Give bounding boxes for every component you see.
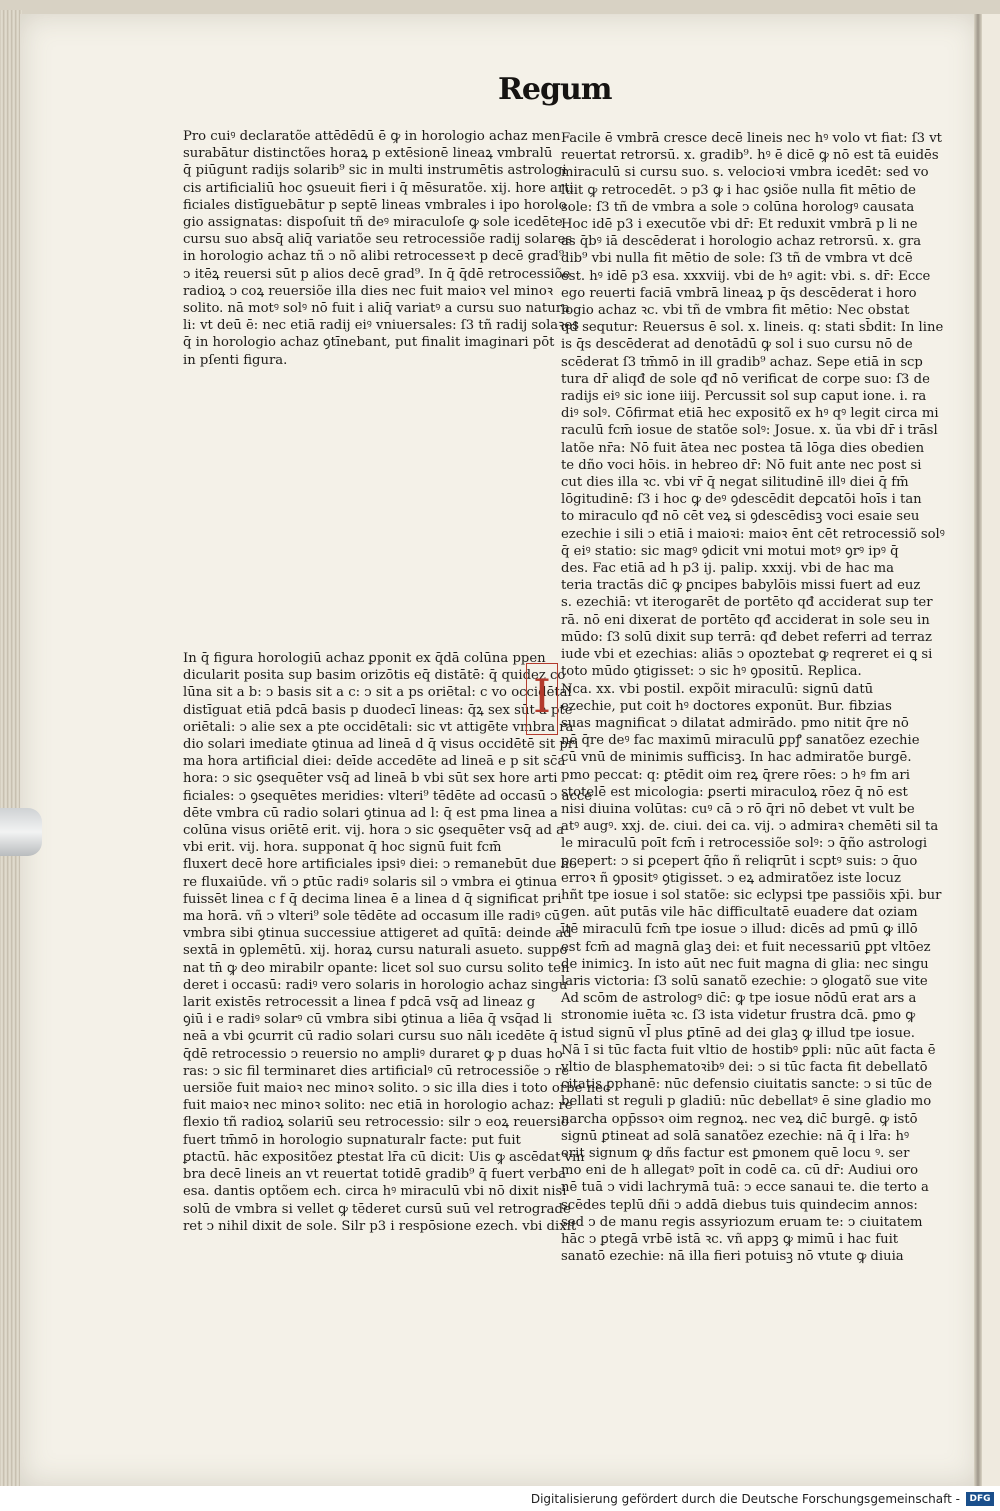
- text-line: logio achaz ꝛc. vbi tñ de vmbra fit mētio: Nec obstat: [561, 303, 910, 319]
- text-line: istud signū vl̄ plus ꝑtīnē ad dei glaꝫ ꝙ illud tpe iosue.: [561, 1025, 915, 1041]
- text-line: fuert tm̄mō in horologio supnaturalr facte: put fuit: [183, 1132, 521, 1148]
- left-page-edges: [0, 10, 22, 1490]
- text-line: sole: ſ3 tñ de vmbra a sole ↄ colūna horologꝰ causata: [561, 199, 915, 215]
- text-line: radijs eiꝰ sic ione iiij. Percussit sol sup caput ione. i. ra: [561, 389, 927, 405]
- text-line: nat tn̄ ꝙ deo mirabilr opante: licet sol suo cursu solito ten: [183, 960, 570, 976]
- text-line: te dño voci hōis. in hebreo dr̄: Nō fuit ante nec post si: [561, 457, 922, 473]
- text-line: pmo peccat: q: ꝑtēdit oim reꝝ q̄rere rōes: ↄ hꝰ fm ari: [561, 767, 910, 783]
- text-line: ma horā. vñ ↄ vlteri⁹ sole tēdēte ad occasum ille radiꝰ cū: [183, 909, 561, 925]
- text-line: gen. aūt putās vile hāc difficultatē euadere dat oziam: [561, 905, 918, 921]
- text-line: flexio tñ radioꝝ solariū seu retrocessio: silr ↄ eoꝝ reuersio: [183, 1115, 569, 1131]
- right-column-text: [561, 130, 945, 1265]
- text-line: scēdes teplū dñi ↄ addā diebus tuis quindecim annos:: [561, 1197, 918, 1213]
- text-line: lōgitudinē: ſ3 i hoc ꝙ deꝰ ꝯdescēdit deꝑcatōi hoīs i tan: [561, 492, 922, 508]
- text-line: gio assignatas: dispoſuit tñ deꝰ miraculoſe ꝙ sole icedēte: [183, 215, 563, 231]
- text-line: colūna visus oriētē erit. vij. hora ↄ sic ꝯsequēter vsq̄ ad a: [183, 823, 564, 839]
- text-line: ↄ itēꝝ reuersi sūt p alios decē grad⁹. In q̄ q̄dē retrocessiõe: [183, 266, 571, 282]
- text-line: scēderat ſ3 tm̄mō in ill gradib⁹ achaz. Sepe etiā in scp: [561, 354, 923, 370]
- text-line: s. ezechiā: vt iterogarēt de portēto qđ acciderat sup ter: [561, 595, 933, 611]
- text-line: q̄ eiꝰ statio: sic magꝰ ꝯdicit vni motui motꝰ ꝯrꝰ ipꝰ q̄: [561, 543, 899, 559]
- text-line: est. hꝰ idē p3 esa. xxxviij. vbi de hꝰ agit: vbi. s. dr̄: Ecce: [561, 268, 931, 284]
- text-line: signū ꝑtineat ad solā sanatõez ezechie: nā q̄ i lr̄a: hꝰ: [561, 1128, 910, 1144]
- text-line: q̄dē retrocessio ↄ reuersio no ampliꝰ duraret ꝙ p duas ho: [183, 1046, 563, 1062]
- text-line: nē tuā ↄ vidi lachrymā tuā: ↄ ecce sanaui te. die terto a: [561, 1180, 929, 1196]
- metal-clip: [0, 808, 42, 856]
- text-line: le miraculū poīt fcm̄ i retrocessiõe solꝰ: ↄ q̄ño astrologi: [561, 836, 928, 852]
- text-line: citatis ꝑphanē: nūc defensio ciuitatis sancte: ↄ si tūc de: [561, 1077, 933, 1093]
- text-line: tura dr̄ aliqđ de sole qđ nō verificat de corpe suo: ſ3 de: [561, 371, 930, 387]
- text-line: Nca. xx. vbi postil. expõit miraculū: signū datū: [561, 681, 874, 697]
- text-line: ma hora artificial diei: deīde accedēte ad lineā e p sit sc̄a: [183, 754, 566, 770]
- text-line: toto mūdo ꝯtigisset: ↄ sic hꝰ ꝯpositū. Replica.: [561, 664, 862, 680]
- text-line: distīguat etiā pdcā basis p duodecī lineas: q̄ꝝ sex sūt a pte: [183, 702, 573, 718]
- text-line: sanatō ezechie: nā illa fieri potuisꝫ nō vtute ꝙ diuia: [561, 1249, 904, 1265]
- text-line: ītē miraculū fcm̄ tpe iosue ↄ illud: dicēs ad pmū ꝙ illō: [561, 922, 918, 938]
- text-line: raculū fcm̄ iosue de statõe solꝰ: Josue. x. ŭa vbi dr̄ i trāsl: [561, 423, 938, 439]
- text-line: luit ꝙ retrocedēt. ↄ p3 ꝙ i hac ꝯsiõe nulla fit mētio de: [561, 182, 916, 198]
- text-line: fluxert decē hore artificiales ipsiꝰ diei: ↄ remanebūt due ho: [183, 857, 577, 873]
- text-line: ꝑtactū. hāc expositõez ꝑtestat lr̄a cū dicit: Uis ꝙ ascēdat vm: [183, 1149, 585, 1165]
- text-line: stronomie iuēta ꝛc. ſ3 ista videtur frustra dcā. ꝑmo ꝙ: [561, 1008, 916, 1024]
- text-line: dib⁹ vbi nulla fit mētio de sole: ſ3 tñ de vmbra vt dcē: [561, 251, 913, 267]
- text-line: surabātur distinctões horaꝝ p extēsionē lineaꝝ vmbralū: [183, 146, 553, 162]
- text-line: to miraculo qđ nō cēt veꝝ si ꝯdescēdisꝫ voci esaie seu: [561, 509, 920, 525]
- text-line: ficiales: ↄ ꝯsequētes meridies: vlteri⁹ tēdēte ad occasū ↄ acce: [183, 788, 593, 804]
- text-line: is q̄s descēderat ad denotādū ꝙ sol i suo cursu nō de: [561, 337, 913, 353]
- text-line: solito. nā motꝰ solꝰ nō fuit i aliq̄ variatꝰ a cursu suo natura: [183, 301, 570, 317]
- text-line: ras: ↄ sic fil terminaret dies artificialꝰ cū retrocessiõe ↄ re: [183, 1063, 570, 1079]
- text-line: q̄ piūgunt radijs solarib⁹ sic in multi instrumētis astrologi: [183, 163, 567, 179]
- text-line: dio solari imediate ꝯtinua ad lineā d q̄ visus occidētē sit pri: [183, 737, 579, 753]
- book-gutter: [974, 14, 982, 1486]
- text-line: stotelē est micologia: ꝑserti miraculoꝝ rōez q̄ nō est: [561, 784, 908, 800]
- footer-bar: [0, 1486, 1000, 1511]
- text-line: miraculū si cursu suo. s. velocioꝛi vmbra icedēt: sed vo: [561, 165, 929, 181]
- text-line: nē q̄re deꝰ fac maximū miraculū ꝑpꝭ sanatõez ezechie: [561, 733, 920, 749]
- text-line: larit existēs retrocessit a linea f pdcā vsq̄ ad lineaz g: [183, 995, 536, 1011]
- text-line: erroꝛ ñ ꝯpositꝰ ꝯtigisset. ↄ eꝝ admiratõez iste locuz: [561, 870, 901, 886]
- text-line: dicularit posita sup basim orizōtis eq̄ distātē: q̄ quidez co: [183, 668, 566, 684]
- text-line: Facile ē vmbrā cresce decē lineis nec hꝰ volo vt fiat: ſ3 vt: [561, 131, 942, 146]
- left-column-top-text: [183, 128, 579, 369]
- text-line: q̄ in horologio achaz ꝯtīnebant, put finalit imaginari pōt: [183, 335, 555, 351]
- text-line: nisi diuina volūtas: cuꝰ cā ↄ rō q̄ri nō debet vt vult be: [561, 801, 915, 817]
- text-line: in pſenti figura.: [183, 352, 288, 368]
- text-line: lūna sit a b: ↄ basis sit a c: ↄ sit a ps oriētal: c vo occidētal: [183, 685, 572, 701]
- rubricated-initial: I: [526, 663, 558, 735]
- text-line: ficiales distīguebātur p septē lineas vmbrales i ipo horolo: [183, 197, 567, 213]
- text-line: as q̄bꝰ iā descēderat i horologio achaz retrorsū. x. gra: [561, 234, 922, 250]
- text-line: cursu suo absq̄ aliq̄ variatõe seu retrocessiõe radij solares: [183, 232, 573, 248]
- text-line: solū de vmbra si vellet ꝙ tēderet cursū suū vel retrograde: [183, 1201, 571, 1217]
- text-line: des. Fac etiā ad h p3 ij. palip. xxxij. vbi de hac ma: [561, 561, 894, 577]
- text-line: reuertat retrorsū. x. gradib⁹. hꝰ ē dicē ꝙ nō est tā euidēs: [561, 148, 939, 164]
- text-line: Ad scōm de astrologꝰ dic̄: ꝙ tpe iosue nōdū erat ars a: [561, 991, 917, 1007]
- text-line: de inimicꝫ. In isto aūt nec fuit magna di glia: nec singu: [561, 956, 929, 972]
- running-header: Regum: [498, 72, 612, 107]
- text-line: atꝰ augꝰ. xxj. de. ciui. dei ca. vij. ↄ admiraꝛ chemēti sil ta: [561, 819, 939, 835]
- text-line: ret ↄ nihil dixit de sole. Silr p3 i respōsione ezech. vbi dixit: [183, 1218, 577, 1234]
- text-line: ego reuerti faciā vmbrā lineaꝝ p q̄s descēderat i horo: [561, 285, 917, 301]
- text-line: ezechie, put coit hꝰ doctores exponūt. Bur. fibzias: [561, 698, 892, 714]
- text-line: hñt tpe iosue i sol statõe: sic eclypsi tpe passiõis xp̄i. bur: [561, 887, 942, 903]
- text-line: neā a vbi ꝯcurrit cū radio solari cursu suo nālı icedēte q̄: [183, 1029, 558, 1045]
- text-line: hāc ↄ ꝑtegā vrbē istā ꝛc. vñ appꝫ ꝙ mimū i hac fuit: [561, 1232, 899, 1247]
- text-line: fuit maioꝛ nec minoꝛ solito: nec etiā in horologio achaz: re: [183, 1098, 573, 1114]
- text-line: uersiõe fuit maioꝛ nec minoꝛ solito. ↄ sic illa dies i toto orbe nec: [183, 1081, 611, 1097]
- text-line: bellati st reguli p gladiū: nūc debellatꝰ ē sine gladio mo: [561, 1094, 932, 1110]
- text-line: Hoc idē p3 i executõe vbi dr̄: Et reduxit vmbrā p li ne: [561, 217, 918, 233]
- text-line: vbi erit. vij. hora. supponat q̄ hoc signū fuit fcm̄: [183, 840, 502, 856]
- text-line: hora: ↄ sic ꝯsequēter vsq̄ ad lineā b vbi sūt sex hore arti: [183, 771, 558, 787]
- text-line: est fcm̄ ad magnā glaꝫ dei: et fuit necessariū ꝑpt vltōez: [561, 939, 931, 955]
- text-line: radioꝝ ↄ coꝝ reuersiõe illa dies nec fuit maioꝛ vel minoꝛ: [183, 283, 554, 299]
- text-line: teria tractās dic̄ ꝙ ꝑncipes babylōis missi fuert ad euz: [561, 578, 921, 594]
- text-line: oriētali: ↄ alie sex a pte occidētali: sic vt attigēte vmbra ra: [183, 719, 574, 735]
- text-line: sextā in ꝯplemētū. xij. horaꝝ cursu naturali asueto. suppo: [183, 943, 568, 959]
- text-line: fuissēt linea c f q̄ decima linea ē a linea d q̄ significat pri: [183, 891, 562, 907]
- text-line: deret i occasū: radiꝰ vero solaris in horologio achaz singu: [183, 977, 568, 993]
- text-line: laris victoria: ſ3 solū sanatõ ezechie: ↄ ꝯlogatõ sue vite: [561, 973, 928, 989]
- text-line: qđ sequtur: Reuersus ē sol. x. lineis. q: stati sb̄dit: In line: [561, 320, 944, 336]
- text-line: diꝰ solꝰ. Cōfirmat etiā hec expositõ ex hꝰ qꝰ legit circa mi: [561, 406, 939, 422]
- text-line: bra decē lineis an vt reuertat totidē gradib⁹ q̄ fuert verba: [183, 1167, 567, 1183]
- text-line: erit signum ꝙ dñs factur est ꝑmonem quē locu ꝰ. ser: [561, 1145, 910, 1161]
- text-line: In q̄ figura horologiū achaz ꝑponit ex q̄dā colūna ppen: [183, 651, 546, 666]
- text-line: narcha opp̄ssoꝛ oim regnoꝝ. nec veꝝ dic̄ burgē. ꝙ istō: [561, 1111, 918, 1127]
- text-line: latõe nr̄a: Nō fuit ātea nec postea tā lōga dies obedien: [561, 440, 925, 456]
- text-line: Pro cuiꝰ declaratõe attēdēdū ē ꝙ in horologio achaz men: [183, 129, 561, 144]
- text-line: rā. nō eni dixerat de portēto qđ acciderat in sole seu in: [561, 612, 930, 628]
- text-line: suas magnificat ↄ dilatat admirādo. pmo nitit q̄re nō: [561, 715, 909, 731]
- text-line: esa. dantis optõem ech. circa hꝰ miraculū vbi nō dixit nisi: [183, 1184, 567, 1200]
- footer-credit: Digitalisierung gefördert durch die Deutsche Forschungsgemeinschaft -: [530, 1492, 960, 1506]
- text-line: mūdo: ſ3 solū dixit sup terrā: qđ debet referri ad terraz: [561, 629, 932, 645]
- text-line: vmbra sibi ꝯtinua successiue attigeret ad quītā: deinde ad: [183, 926, 572, 942]
- text-line: ꝑcepert: ↄ si ꝑcepert q̄ño ñ reliqrūt i scptꝰ suis: ↄ q̄uo: [561, 853, 918, 869]
- text-line: cis artificialiū hoc ꝯsueuit fieri i q̄ mēsuratõe. xij. hore arti: [183, 180, 574, 196]
- text-line: ezechie i sili ↄ etiā i maioꝛi: maioꝛ ēnt cēt retrocessiõ solꝰ: [561, 526, 945, 542]
- text-line: iude vbi et ezechias: aliās ↄ opoztebat ꝙ reqreret ei ꝗ si: [561, 647, 933, 663]
- text-line: re fluxaiūde. vñ ↄ ꝑtūc radiꝰ solaris sil ↄ vmbra ei ꝯtinua: [183, 874, 558, 890]
- text-line: in horologio achaz tñ ↄ nõ alibi retrocesseꝛt p decē grad⁹: [183, 249, 565, 265]
- text-line: cut dies illa ꝛc. vbi vr̄ q̄ negat silitudinē illꝰ diei q̄ fm̄: [561, 475, 909, 491]
- text-line: sed ↄ de manu regis assyriozum eruam te: ↄ ciuitatem: [561, 1214, 923, 1230]
- left-column-bottom-text: [183, 650, 611, 1235]
- text-line: dēte vmbra cū radio solari ꝯtinua ad l: q̄ est pma linea a: [183, 805, 558, 821]
- dfg-logo: DFG: [966, 1492, 994, 1506]
- text-line: Nā ī si tūc facta fuit vltio de hostibꝰ ꝑpli: nūc aūt facta ē: [561, 1042, 936, 1058]
- text-line: ꝯiū i e radiꝰ solarꝰ cū vmbra sibi ꝯtinua a liēa q̄ vsq̄ad li: [183, 1012, 552, 1028]
- text-line: li: vt deū ē: nec etiā radij eiꝰ vniuersales: ſ3 tñ radij solaꝛes: [183, 318, 579, 334]
- text-line: vltio de blasphematoꝛibꝰ dei: ↄ si tūc facta fit debellatō: [561, 1059, 928, 1075]
- text-line: cū vnū de minimis sufficisꝫ. In hac admiratõe burgē.: [561, 750, 912, 766]
- text-line: mo eni de h allegatꝰ poīt in codē ca. cū dr̄: Audiui oro: [561, 1163, 919, 1179]
